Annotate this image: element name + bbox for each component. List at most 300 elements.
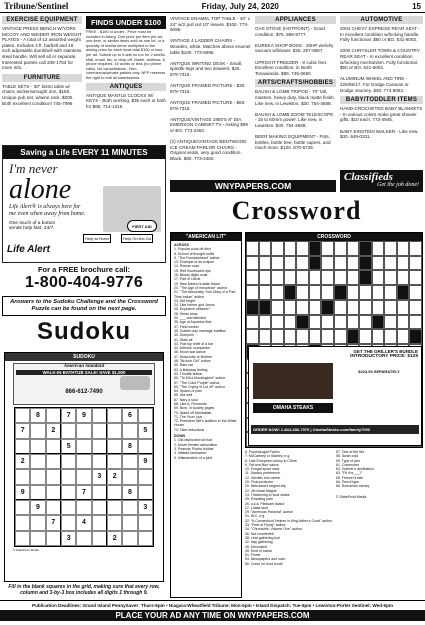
- crossword-cell[interactable]: [334, 329, 347, 344]
- crossword-cell[interactable]: [271, 256, 284, 271]
- sudoku-cell[interactable]: [107, 454, 122, 469]
- wnypapers-banner[interactable]: WNYPAPERS.COM: [170, 180, 336, 192]
- down-clue: 8. Last European colony in China: [245, 458, 297, 463]
- sudoku-cell[interactable]: [92, 454, 107, 469]
- down-clue: 33. "Fear of Flying" author: [245, 523, 286, 528]
- sudoku-cell[interactable]: [30, 423, 45, 438]
- steaks-ad: [248, 346, 422, 446]
- crossword-cell: [409, 329, 422, 344]
- down-clue: 10. Fungal spore sacs: [245, 467, 280, 472]
- sudoku-cell[interactable]: [46, 408, 61, 423]
- sudoku-cell[interactable]: [15, 408, 30, 423]
- down-list-part2: [245, 450, 333, 566]
- sudoku-cell[interactable]: [61, 500, 76, 515]
- across-clue: 14. Roman road: [174, 264, 200, 269]
- sudoku-cell[interactable]: [76, 454, 91, 469]
- crossword-cell[interactable]: [259, 256, 272, 271]
- sudoku-cell[interactable]: 4: [76, 515, 91, 530]
- sudoku-cell[interactable]: [15, 469, 30, 484]
- down-clue: 63. "Fit it is ___!": [336, 471, 363, 476]
- sudoku-cell[interactable]: [61, 469, 76, 484]
- down-clue: 56. Crave for food recall: [245, 561, 283, 566]
- sudoku-cell[interactable]: [15, 531, 30, 546]
- crossword-cell[interactable]: [321, 256, 334, 271]
- crossword-cell: [309, 241, 322, 256]
- crossword-cell[interactable]: [347, 315, 360, 330]
- sudoku-cell[interactable]: [61, 515, 76, 530]
- sudoku-cell[interactable]: [92, 515, 107, 530]
- down-clue: 45. Decorated: [245, 544, 267, 549]
- sudoku-cell[interactable]: [122, 454, 137, 469]
- across-clue: 46. Moon war dance: [174, 350, 206, 355]
- sudoku-cell[interactable]: [46, 485, 61, 500]
- down-clue: 66. Romanian money: [336, 484, 370, 489]
- down-clue: 12. Genetic info carrier: [245, 475, 281, 480]
- ad-exercise: VINTAGE PRESS BENCH W/YORK MCCOY AND WEIDER IRON WEIGHT PLATES - A total of 13 assorted weight plates. Includes 4 ft. barbell and 16 inch adjustable dumbbell with stainless steel handle. Will sell all or separate. Interested parties call 208-1753 for more info.: [2, 26, 82, 71]
- bathtub-brand: American Standard: [63, 364, 105, 369]
- sudoku-cell[interactable]: [76, 423, 91, 438]
- section-head-antiques: ANTIQUES: [86, 83, 166, 91]
- crossword-theme: "AMERICAN LIT": [171, 233, 241, 241]
- sudoku-cell[interactable]: 9: [76, 408, 91, 423]
- crossword-cell[interactable]: [271, 285, 284, 300]
- sudoku-cell[interactable]: 2: [46, 423, 61, 438]
- crossword-cell[interactable]: [296, 300, 309, 315]
- across-clue: 52. A Babysay feeling: [174, 367, 208, 372]
- sudoku-cell[interactable]: [122, 531, 137, 546]
- down-clue: 31. W.C. e.g.: [245, 514, 266, 519]
- down-clue: 2. Movie theater admonition: [174, 442, 218, 447]
- sudoku-cell[interactable]: [122, 423, 137, 438]
- sudoku-credit: © StatePoint Media: [13, 548, 39, 552]
- sudoku-cell[interactable]: [92, 500, 107, 515]
- crossword-cell[interactable]: [309, 270, 322, 285]
- first-aid-badge: FIRST AID: [127, 220, 157, 232]
- section-head-exercise: EXERCISE EQUIPMENT: [2, 16, 82, 24]
- crossword-cell[interactable]: [246, 241, 259, 256]
- sudoku-cell[interactable]: [30, 531, 45, 546]
- crossword-cell[interactable]: [372, 256, 385, 271]
- crossword-cell[interactable]: [296, 285, 309, 300]
- down-clue: 9. Fat and flour sauce: [245, 462, 279, 467]
- crossword-cell[interactable]: [334, 300, 347, 315]
- sudoku-cell[interactable]: [107, 485, 122, 500]
- down-clue: 27. Lhasa land: [245, 505, 268, 510]
- crossword-cell[interactable]: [296, 270, 309, 285]
- sudoku-cell[interactable]: [138, 439, 153, 454]
- crossword-cell[interactable]: [321, 241, 334, 256]
- bathtub-headline: WALK-IN BATHTUB SALE! SAVE $1,500: [16, 370, 152, 375]
- sudoku-cell[interactable]: [92, 485, 107, 500]
- sudoku-cell[interactable]: [107, 500, 122, 515]
- sudoku-cell[interactable]: [138, 515, 153, 530]
- across-clue: 28. Hindu wrap: [174, 311, 198, 316]
- ads-arts: BAUSH & LOMB TRIPOD - 70" tall, masters, heavy duty, black matte finish. Like new, in Lewiston. $30. 754-4688. BAUSH & LOMB ZOOM TELESCOPE - 15 to 60mm power. Like new, in Lewiston. $30. 754-4688. BEER MAKING EQUIPMENT - Pots, bottles, bottle tree, bottle capers, and much more. $100. 870-6739.: [255, 89, 336, 151]
- down-clue: 42. Hay gathering: [245, 540, 273, 545]
- crossword-cell[interactable]: [347, 270, 360, 285]
- across-clue: 9. "The Fountainhead" author: [174, 255, 220, 260]
- sudoku-cell[interactable]: 6: [122, 408, 137, 423]
- across-clue: 39. Golden-day marriage tradition: [174, 328, 227, 333]
- down-clue: 4. Inflated landowner: [174, 451, 207, 456]
- ads-baby: HAND-CROCHETED BABY BLANKETS - In various colors make great shower gifts. $10 each. 773-4945. BABY EINSTEIN WALKER - Like new. $30. 949-0331.: [340, 106, 423, 140]
- crossword-cell[interactable]: [309, 285, 322, 300]
- crossword-cell[interactable]: [334, 256, 347, 271]
- crossword-cell[interactable]: [397, 256, 410, 271]
- crossword-cell[interactable]: [384, 329, 397, 344]
- crossword-cell[interactable]: [284, 241, 297, 256]
- crossword-cell[interactable]: [321, 270, 334, 285]
- life-alert-headline1: I'm never: [9, 161, 58, 176]
- crossword-cell[interactable]: [259, 285, 272, 300]
- crossword-cell[interactable]: [334, 270, 347, 285]
- crossword-cell: [259, 300, 272, 315]
- crossword-cell: [334, 285, 347, 300]
- crossword-cell[interactable]: [409, 241, 422, 256]
- crossword-cell[interactable]: [347, 300, 360, 315]
- crossword-cell[interactable]: [309, 329, 322, 344]
- sudoku-cell[interactable]: [76, 500, 91, 515]
- sudoku-cell[interactable]: 5: [61, 439, 76, 454]
- col-automotive: [340, 16, 423, 166]
- sudoku-cell[interactable]: 7: [15, 423, 30, 438]
- crossword-cell[interactable]: [359, 329, 372, 344]
- across-clue: 24. Like former god Janus: [174, 303, 215, 308]
- crossword-cell[interactable]: [384, 285, 397, 300]
- sudoku-cell[interactable]: 2: [107, 469, 122, 484]
- crossword-cell[interactable]: [359, 300, 372, 315]
- crossword-cell[interactable]: [271, 241, 284, 256]
- sudoku-cell[interactable]: [30, 469, 45, 484]
- across-clue: 6. School of thought suffix: [174, 251, 215, 256]
- across-clue: 37. Field worker: [174, 324, 199, 329]
- crossword-cell[interactable]: [372, 285, 385, 300]
- down-list-part1: [171, 438, 241, 459]
- across-clue: 25. Explosive network?: [174, 307, 210, 312]
- across-clue: 69. Burn, in society pages: [174, 406, 215, 411]
- section-head-arts: ARTS/CRAFTS/HOBBIES: [255, 79, 336, 87]
- sudoku-cell[interactable]: [15, 500, 30, 515]
- crossword-cell[interactable]: [409, 285, 422, 300]
- down-clue: 58. Swan cold: [336, 454, 358, 459]
- sudoku-cell[interactable]: [107, 439, 122, 454]
- down-clue: 34. "Chronicles: Volume One" author: [245, 527, 302, 532]
- crossword-cell[interactable]: [359, 315, 372, 330]
- crossword-cell[interactable]: [397, 329, 410, 344]
- col-appliances: [255, 16, 336, 178]
- sudoku-cell[interactable]: 7: [61, 408, 76, 423]
- across-clue: 71. The Your! Lips: [174, 414, 203, 419]
- crossword-cell[interactable]: [246, 315, 259, 330]
- crossword-cell[interactable]: [384, 300, 397, 315]
- down-list-part3: [336, 450, 423, 489]
- crossword-cell[interactable]: [284, 315, 297, 330]
- crossword-clues-col2: [245, 450, 333, 598]
- down-clue: 7. McCartney or Starkey, e.g.: [245, 454, 291, 459]
- down-clue: 29. "American Pastoral" author: [245, 510, 293, 515]
- section-head-furniture: FURNITURE: [2, 74, 82, 82]
- masthead: Tribune/Sentinel: [4, 1, 69, 11]
- brochure-title: For a FREE brochure call:: [37, 265, 131, 274]
- life-alert-ad: [2, 145, 166, 263]
- down-clue: 66. Pencil type: [336, 480, 359, 485]
- crossword-cell[interactable]: [347, 241, 360, 256]
- crossword-cell[interactable]: [259, 329, 272, 344]
- crossword-cell[interactable]: [309, 300, 322, 315]
- sudoku-cell[interactable]: [61, 454, 76, 469]
- crossword-clues-col3: [336, 450, 423, 598]
- life-alert-logo: Life Alert: [7, 244, 50, 255]
- crossword-cell[interactable]: [284, 256, 297, 271]
- crossword-cell[interactable]: [334, 241, 347, 256]
- sudoku-cell[interactable]: [30, 439, 45, 454]
- crossword-cell[interactable]: [321, 315, 334, 330]
- section-head-automotive: AUTOMOTIVE: [340, 16, 423, 24]
- across-clue: 57. "The Color Purple" author: [174, 380, 220, 385]
- crossword-cell: [309, 256, 322, 271]
- col-finds: [86, 16, 166, 116]
- crossword-cell: [246, 300, 259, 315]
- answers-note: Answers to the Sudoku Challenge and the Crossword Puzzle can be found on the next page.: [2, 296, 166, 316]
- section-head-baby: BABY/TODDLER ITEMS: [340, 96, 423, 104]
- crossword-cell[interactable]: [246, 285, 259, 300]
- down-clue: 32. "A Connecticut Yankee in King Arthur's Court" author: [245, 518, 333, 523]
- sudoku-cell[interactable]: [107, 515, 122, 530]
- sudoku-cell[interactable]: [122, 500, 137, 515]
- across-clue: 47. Muscovite or Brother: [174, 354, 213, 359]
- across-clue: 68. Like A. Fitzmonte: [174, 401, 207, 406]
- crossword-cell[interactable]: [259, 241, 272, 256]
- crossword-cell[interactable]: [284, 329, 297, 344]
- steaks-order[interactable]: ORDER NOW! 1-844-286-7970 | OmahaSteaks.com/family7090: [251, 425, 419, 434]
- crossword-cell[interactable]: [409, 256, 422, 271]
- crossword-cell[interactable]: [384, 256, 397, 271]
- sudoku-cell[interactable]: [92, 531, 107, 546]
- sudoku-cell[interactable]: [76, 531, 91, 546]
- crossword-cell: [296, 315, 309, 330]
- section-head-appliances: APPLIANCES: [255, 16, 336, 24]
- sudoku-cell[interactable]: 9: [15, 485, 30, 500]
- across-clue: 30. ___ and talented: [174, 316, 206, 321]
- ads-antiques-list: VINTAGE ENAMEL TOP TABLE - 40" x 24" w/2 pull out 10" leaves. $100. 773-6096. VINTAGE 4 LADDER CHAIRS - Wooden, white. Matches above enamel table $100. 773-6096. ANTIQUE WRITING DESK - Small, spindle legs and two drawers. $25. 879-7315. ANTIQUE FRAMED PICTURE - $30. 879-7315. ANTIQUE FRAMED PICTURE - $60. 879-7315. ANTIQUE/VINTAGE 1950'S 8" DIA. EMERSON CABINET TV - Asking $99 or BO. 773-2482. (2) ANTIQUE/VINTAGE BENTWOOD ICE CREAM PARLOR CHAIRS - Original seats, very good condition. Black. $80. 773-2482.: [170, 16, 251, 161]
- sudoku-cell[interactable]: [92, 408, 107, 423]
- steaks-separately: $223.93 SEPARATELY: [358, 369, 400, 374]
- sudoku-cell[interactable]: [46, 500, 61, 515]
- footer-cta[interactable]: PLACE YOUR AD ANY TIME ON WNYPAPERS.COM: [0, 610, 425, 621]
- steaks-ad-title: GET THE GRILLER'S BUNDLE: [353, 349, 418, 354]
- across-list: [171, 247, 241, 432]
- crossword-cell: [359, 270, 372, 285]
- sudoku-cell[interactable]: 2: [107, 531, 122, 546]
- sudoku-cell[interactable]: [30, 515, 45, 530]
- down-clue: 26. a.k.a. Pleasant Island: [245, 501, 285, 506]
- crossword-cell[interactable]: [321, 285, 334, 300]
- crossword-cell: [397, 285, 410, 300]
- sudoku-cell[interactable]: [122, 515, 137, 530]
- across-clue: 23. Not bright: [174, 298, 196, 303]
- across-clue: 70. Island off Manhattan: [174, 410, 212, 415]
- down-clue: 15. Fluid protector: [245, 480, 274, 485]
- crossword-cell[interactable]: [347, 285, 360, 300]
- crossword-cell[interactable]: [296, 329, 309, 344]
- crossword-cell[interactable]: [409, 300, 422, 315]
- sudoku-cell[interactable]: [15, 515, 30, 530]
- sudoku-cell[interactable]: [138, 408, 153, 423]
- sudoku-cell[interactable]: [76, 469, 91, 484]
- crossword-cell[interactable]: [296, 256, 309, 271]
- brochure-phone[interactable]: 1-800-404-9776: [24, 274, 144, 291]
- down-clue: 11. Santa's preference: [245, 471, 280, 476]
- life-alert-sub: Life Alert® is always here for me even when away from home.: [9, 204, 86, 217]
- sudoku-cell[interactable]: [30, 485, 45, 500]
- classifieds-title: Classifieds: [344, 171, 393, 183]
- crossword-cell[interactable]: [296, 241, 309, 256]
- down-clue: 22. Jet travel fatigue: [245, 488, 277, 493]
- crossword-cell[interactable]: [409, 270, 422, 285]
- sudoku-cell[interactable]: 7: [76, 485, 91, 500]
- crossword-cell[interactable]: [397, 315, 410, 330]
- across-clue: 50. Rain cat: [174, 363, 193, 368]
- sudoku-label: SUDOKU: [5, 353, 163, 361]
- help-on-the-go-label: Help On-the-Go: [123, 236, 152, 241]
- down-clue: 1. Old-fashioned tub foot: [174, 438, 213, 443]
- crossword-cell[interactable]: [372, 329, 385, 344]
- crossword-cell: [284, 285, 297, 300]
- across-clue: 72. President Taft's addition to the White House: [174, 419, 237, 428]
- classifieds-tagline: Get the job done!: [377, 182, 419, 188]
- sudoku-cell[interactable]: 8: [30, 408, 45, 423]
- across-heading: ACROSS: [174, 243, 189, 247]
- crossword-cell[interactable]: [246, 270, 259, 285]
- sudoku-cell[interactable]: [61, 485, 76, 500]
- sudoku-cell[interactable]: 5: [138, 423, 153, 438]
- sudoku-cell[interactable]: [46, 439, 61, 454]
- crossword-cell: [372, 315, 385, 330]
- sudoku-cell[interactable]: [92, 423, 107, 438]
- down-clue: 59. Type of jam: [336, 458, 360, 463]
- sudoku-cell[interactable]: [107, 408, 122, 423]
- sudoku-cell[interactable]: 3: [138, 500, 153, 515]
- down-clue: 54. Newspapers and such: [245, 557, 286, 562]
- crossword-cell[interactable]: [372, 270, 385, 285]
- down-clue: 49. Kind of caviar: [245, 548, 273, 553]
- crossword-cell[interactable]: [359, 285, 372, 300]
- crossword-cell[interactable]: [334, 315, 347, 330]
- crossword-cell[interactable]: [372, 300, 385, 315]
- crossword-cell[interactable]: [284, 270, 297, 285]
- crossword-cell[interactable]: [271, 329, 284, 344]
- sudoku-cell[interactable]: 3: [61, 531, 76, 546]
- across-clue: 60. "The Crying of Lot 49" author: [174, 384, 225, 389]
- crossword-cell[interactable]: [397, 270, 410, 285]
- crossword-cell[interactable]: [271, 315, 284, 330]
- sudoku-cell[interactable]: 9: [30, 500, 45, 515]
- sudoku-cell[interactable]: [92, 439, 107, 454]
- life-alert-headline2: alone: [9, 174, 72, 205]
- sudoku-instructions: Fill in the blank squares in the grid, making sure that every row, column and 3-by-3 box includes all digits 1 through 9.: [8, 584, 160, 596]
- sudoku-cell[interactable]: [138, 469, 153, 484]
- crossword-cell[interactable]: [259, 315, 272, 330]
- ads-appliances: GAS STOVE (HOTPOINT) - Good condition. $75. 868-9777. EUREKA SHOP BOSS - 20HP wet/dry vacuum w/blower. $25. 297-6557. UPRIGHT FREEZER - 9 cubic feet. Excellent condition, in North Tonawanda. $99. 745-0650.: [255, 26, 334, 76]
- sudoku-cell[interactable]: [76, 439, 91, 454]
- crossword-cell[interactable]: [384, 241, 397, 256]
- col-antiques: [170, 16, 251, 161]
- finds-rules: FREE - $100 or under - Price must be included in listing. One price per item per ad, one item, or similar items sold as one lot, or a quantity of similar items multiplied to the asking price for each must total $100 or less, per ad. Submit up to 5 ads no run for 2 weeks. Mail, email, fax, or drop off. Name, address, & phone required, 15 words or less (no phone calls). No cancellations - Non-commercial/private parties only. NFP reserves the right to edit all submissions.: [86, 29, 166, 80]
- crossword-cell[interactable]: [347, 256, 360, 271]
- sudoku-cell[interactable]: 8: [122, 439, 137, 454]
- bathtub-phone[interactable]: 866-612-7490: [65, 389, 103, 395]
- down-clue: 57. One of the Ws: [336, 450, 365, 454]
- down-clue: 5. Inflammation of a joint: [174, 455, 213, 460]
- crossword-cell[interactable]: [372, 241, 385, 256]
- across-clue: 64. Spawn of pain: [174, 389, 203, 394]
- crossword-cell[interactable]: [284, 300, 297, 315]
- sudoku-cell[interactable]: [15, 439, 30, 454]
- down-clue: 61. Commoner: [336, 462, 360, 467]
- crossword-cell: [359, 256, 372, 271]
- down-clue: 24. Thickening to food shake: [245, 492, 290, 497]
- crossword-cell[interactable]: [384, 315, 397, 330]
- sudoku-cell[interactable]: 8: [122, 485, 137, 500]
- sudoku-cell[interactable]: [46, 531, 61, 546]
- crossword-cell[interactable]: [409, 315, 422, 330]
- across-clue: 35. Age of Aquarius flick: [174, 320, 212, 325]
- crossword-cell[interactable]: [397, 241, 410, 256]
- crossword-clues-col1: [170, 232, 242, 598]
- sudoku-cell[interactable]: 7: [46, 515, 61, 530]
- sudoku-cell[interactable]: [61, 423, 76, 438]
- bathtub-photo: [120, 376, 150, 390]
- finds-title: FINDS UNDER $100: [86, 16, 166, 29]
- crossword-cell[interactable]: [309, 315, 322, 330]
- crossword-cell[interactable]: [384, 270, 397, 285]
- sudoku-cell[interactable]: [138, 531, 153, 546]
- crossword-cell[interactable]: [259, 270, 272, 285]
- life-alert-banner: Saving a Life EVERY 11 MINUTES: [3, 146, 165, 159]
- life-alert-line2: One touch of a button sends help fast, 24/7.: [9, 221, 56, 231]
- sudoku-cell[interactable]: 2: [15, 454, 30, 469]
- page-number: 15: [412, 1, 421, 11]
- crossword-cell[interactable]: [246, 329, 259, 344]
- sudoku-cell[interactable]: [30, 454, 45, 469]
- col-exercise: [2, 16, 82, 116]
- sudoku-cell[interactable]: 9: [138, 454, 153, 469]
- sudoku-cell[interactable]: 3: [92, 469, 107, 484]
- crossword-cell[interactable]: [271, 270, 284, 285]
- crossword-cell[interactable]: [321, 329, 334, 344]
- sudoku-cell[interactable]: [107, 423, 122, 438]
- crossword-cell[interactable]: [246, 256, 259, 271]
- page-header: [0, 0, 425, 13]
- ad-furniture: TABLE SETS - 30" bistro table w/ chairs, wicker/wrought iron, $150. Unique pub set, w/wine rack, $200. Both excellent condition! 745-7996: [2, 83, 74, 106]
- sudoku-cell[interactable]: [46, 454, 61, 469]
- sudoku-cell[interactable]: [46, 469, 61, 484]
- sudoku-cell[interactable]: [138, 485, 153, 500]
- sudoku-cell[interactable]: [122, 469, 137, 484]
- issue-date: Friday, July 24, 2020: [201, 1, 279, 11]
- across-clue: 55. "To Kill a Mockingbird" author: [174, 376, 226, 381]
- footer-deadlines: Publication Deadlines: Grand Island PennySaver: Thurs-5pm • Niagara-Wheatfield Tribune: Mon-5pm • Island Dispatch: Tue-5pm • Lewiston-Porter Sentinel: Wed-5pm: [32, 603, 393, 608]
- help-at-home-label: Help at Home: [85, 236, 110, 241]
- across-clue: 65. Not well: [174, 393, 193, 398]
- steaks-brand: OMAHA STEAKS: [253, 403, 333, 413]
- crossword-cell[interactable]: [271, 300, 284, 315]
- classifieds-banner: [340, 170, 423, 192]
- down-clue: 20. Nebraska's largest city: [245, 484, 286, 489]
- crossword-cell[interactable]: [397, 300, 410, 315]
- brochure-block: [2, 265, 166, 293]
- across-clue: 20. "The Age of Innocence" author: [174, 285, 228, 290]
